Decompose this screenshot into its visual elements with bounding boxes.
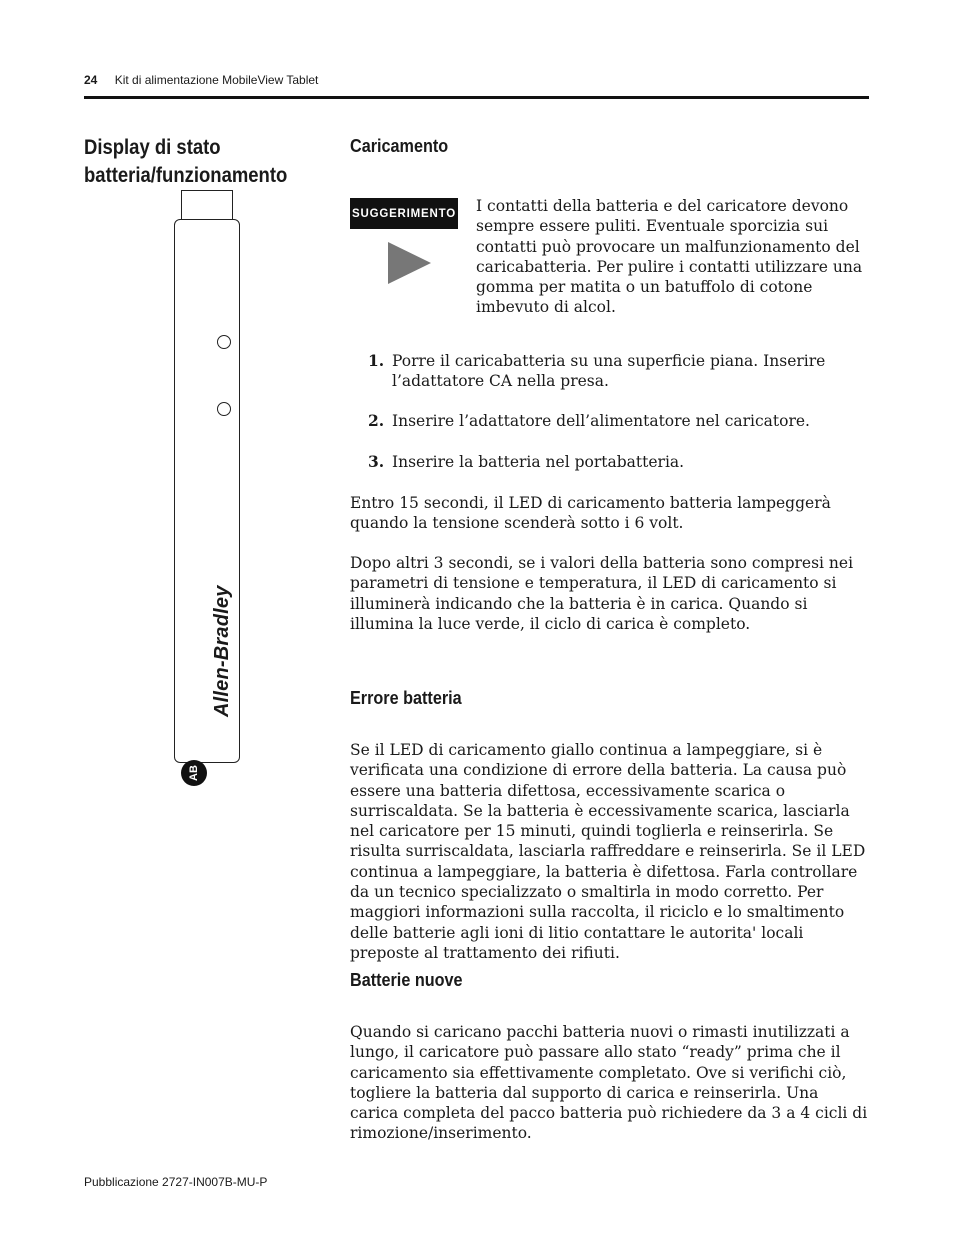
status-led-indicator [217, 402, 231, 416]
step-text: Inserire l’adattatore dell’alimentatore nel caricatore. [392, 412, 810, 430]
step-2 [368, 411, 868, 431]
battery-error-heading: Errore batteria [350, 688, 462, 708]
brand-label: Allen-Bradley [211, 585, 233, 717]
step-number: 2. [368, 411, 385, 430]
battery-status-display-illustration [174, 190, 240, 781]
device-top-tab [181, 190, 233, 221]
header-rule [84, 96, 869, 99]
step-number: 3. [368, 452, 385, 471]
charging-paragraph-1: Entro 15 secondi, il LED di caricamento batteria lampeggerà quando la tensione scenderà sotto i 6 volt. [350, 494, 831, 533]
tip-arrow-icon [388, 242, 431, 284]
page-header [84, 73, 318, 87]
page-number: 24 [84, 73, 98, 87]
step-1 [368, 351, 868, 392]
step-3 [368, 452, 868, 472]
step-number: 1. [368, 351, 385, 370]
tip-text: I contatti della batteria e del caricatore devono sempre essere puliti. Eventuale sporcizia sui contatti può provocare un malfunzionamento del caricabatteria. Per pulire i contatti utilizzare una gomma per matita o un batuffolo di cotone imbevuto di alcol. [476, 197, 863, 317]
running-title: Kit di alimentazione MobileView Tablet [114, 73, 319, 87]
charging-heading: Caricamento [350, 136, 449, 156]
device-body [174, 219, 240, 781]
charging-led-indicator [217, 335, 231, 349]
publication-footer: Pubblicazione 2727-IN007B-MU-P [84, 1175, 268, 1189]
section-title: Display di stato batteria/funzionamento [84, 136, 288, 187]
tip-label: SUGGERIMENTO [350, 198, 458, 229]
battery-error-text: Se il LED di caricamento giallo continua a lampeggiare, si è verificata una condizione di errore della batteria. La causa può essere una batteria difettosa, eccessivamente scarica o surriscaldata. Se la batteria è eccessivamente scarica, lasciarla nel caricatore per 15 minuti, quindi toglierla e reinserirla. Se risulta surriscaldata, lasciarla raffreddare e reinserirla. Se il LED continua a lampeggiare, la batteria è difettosa. Farla controllare da un tecnico specializzato o smaltirla in modo corretto. Per maggiori informazioni sulla raccolta, il riciclo e lo smaltimento delle batterie agli ioni di litio contattare le autorita' locali preposte al trattamento dei rifiuti. [350, 741, 866, 962]
step-text: Inserire la batteria nel portabatteria. [392, 453, 685, 471]
ab-logo-icon: AB [181, 760, 207, 786]
new-batteries-heading: Batterie nuove [350, 970, 463, 990]
step-text: Porre il caricabatteria su una superficie piana. Inserire l’adattatore CA nella presa. [392, 352, 826, 391]
charging-paragraph-2: Dopo altri 3 secondi, se i valori della batteria sono compresi nei parametri di tensione e temperatura, il LED di caricamento si illuminerà indicando che la batteria è in carica. Quando si illumina la luce verde, il ciclo di carica è completo. [350, 554, 854, 633]
new-batteries-text: Quando si caricano pacchi batteria nuovi o rimasti inutilizzati a lungo, il caricatore può passare allo stato “ready” prima che il caricamento sia effettivamente completato. Ove si verifichi ciò, togliere la batteria dal supporto di carica e reinserirla. Una carica completa del pacco batteria può richiedere da 3 a 4 cicli di rimozione/inserimento. [350, 1023, 868, 1143]
